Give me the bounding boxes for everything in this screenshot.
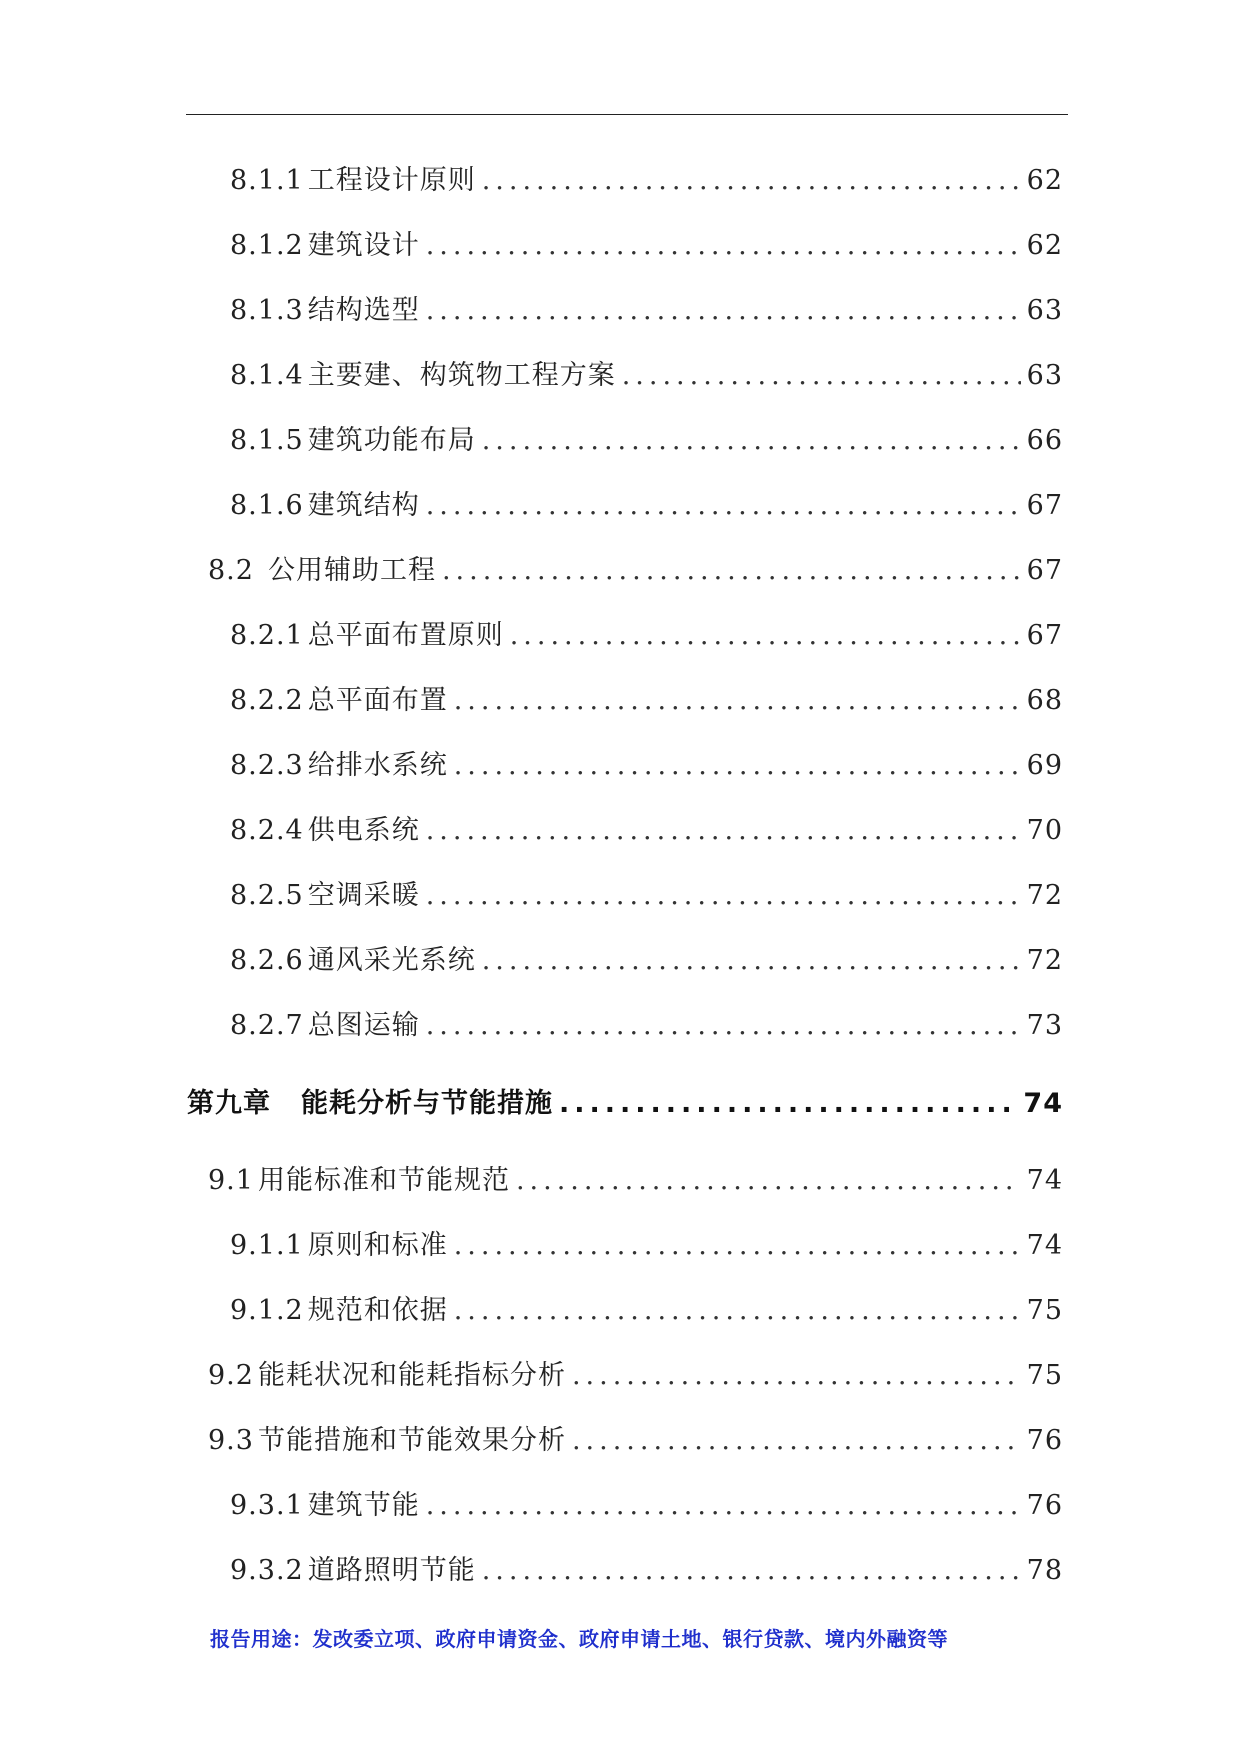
toc-entry-number: 9.1.2 [230, 1295, 304, 1326]
toc-entry-page: 70 [1026, 815, 1063, 846]
toc-entry-title: 建筑节能 [307, 1490, 420, 1521]
dot-leader [426, 229, 1021, 263]
dot-leader [426, 814, 1021, 848]
toc-entry-page: 73 [1026, 1010, 1063, 1041]
toc-entry-title: 建筑功能布局 [307, 425, 476, 456]
toc-entry-title: 空调采暖 [307, 880, 420, 911]
dot-leader [454, 1294, 1021, 1328]
toc-entry-title: 建筑设计 [307, 230, 420, 261]
toc-entry[interactable] [208, 1164, 1063, 1198]
toc-entry-number: 8.2 [208, 555, 254, 586]
dot-leader [426, 1489, 1021, 1523]
toc-chapter-number: 第九章 [187, 1088, 271, 1119]
toc-entry[interactable] [230, 424, 1063, 458]
toc-entry[interactable] [230, 294, 1063, 328]
toc-entry-number: 8.2.2 [230, 685, 304, 716]
toc-entry-page: 72 [1026, 945, 1063, 976]
toc-entry-title: 公用辅助工程 [267, 555, 436, 586]
toc-entry-page: 62 [1026, 165, 1063, 196]
toc-entry-number: 9.1 [208, 1165, 254, 1196]
toc-entry-number: 8.1.1 [230, 165, 304, 196]
toc-entry-page: 69 [1026, 750, 1063, 781]
toc-entry-title: 主要建、构筑物工程方案 [307, 360, 616, 391]
toc-entry-number: 8.1.2 [230, 230, 304, 261]
toc-entry-title: 供电系统 [307, 815, 420, 846]
toc-entry-number: 8.2.1 [230, 620, 304, 651]
toc-entry[interactable] [230, 164, 1063, 198]
dot-leader [482, 164, 1021, 198]
toc-entry-page: 63 [1026, 295, 1063, 326]
toc-entry-page: 67 [1026, 555, 1063, 586]
dot-leader [572, 1424, 1021, 1458]
toc-entry-page: 67 [1026, 490, 1063, 521]
toc-entry[interactable] [230, 1554, 1063, 1588]
toc-entry-number: 8.2.6 [230, 945, 304, 976]
dot-leader [516, 1164, 1021, 1198]
toc-entry-title: 结构选型 [307, 295, 420, 326]
toc-entry[interactable] [208, 554, 1063, 588]
toc-entry-title: 工程设计原则 [307, 165, 476, 196]
toc-entry-page: 74 [1026, 1165, 1063, 1196]
toc-entry-page: 74 [1026, 1230, 1063, 1261]
toc-entry-page: 76 [1026, 1425, 1063, 1456]
dot-leader [442, 554, 1021, 588]
dot-leader [482, 944, 1021, 978]
toc-entry-number: 9.2 [208, 1360, 254, 1391]
toc-entry-page: 75 [1026, 1360, 1063, 1391]
toc-entry-title: 道路照明节能 [307, 1555, 476, 1586]
dot-leader [426, 489, 1021, 523]
dot-leader [426, 294, 1021, 328]
toc-entry-page: 75 [1026, 1295, 1063, 1326]
dot-leader [454, 684, 1021, 718]
toc-entry[interactable] [230, 489, 1063, 523]
dot-leader [572, 1359, 1021, 1393]
toc-entry-title: 通风采光系统 [307, 945, 476, 976]
dot-leader [559, 1087, 1017, 1121]
toc-entry[interactable] [230, 1294, 1063, 1328]
toc-entry[interactable] [230, 359, 1063, 393]
toc-entry-number: 9.3.2 [230, 1555, 304, 1586]
toc-entry[interactable] [230, 944, 1063, 978]
toc-entry-title: 节能措施和节能效果分析 [257, 1425, 566, 1456]
toc-chapter-title: 能耗分析与节能措施 [301, 1088, 553, 1119]
toc-entry-page: 63 [1026, 360, 1063, 391]
toc-entry-page: 62 [1026, 230, 1063, 261]
toc-entry-page: 76 [1026, 1490, 1063, 1521]
toc-entry-number: 8.1.4 [230, 360, 304, 391]
toc-entry[interactable] [230, 684, 1063, 718]
toc-entry-page: 67 [1026, 620, 1063, 651]
toc-entry[interactable] [208, 1424, 1063, 1458]
toc-entry[interactable] [230, 619, 1063, 653]
toc-entry[interactable] [230, 229, 1063, 263]
toc-entry[interactable] [230, 879, 1063, 913]
dot-leader [510, 619, 1021, 653]
toc-entry-title: 总图运输 [307, 1010, 420, 1041]
toc-entry-title: 建筑结构 [307, 490, 420, 521]
toc-entry-number: 9.3.1 [230, 1490, 304, 1521]
header-rule [186, 114, 1068, 115]
toc-entry-page: 68 [1026, 685, 1063, 716]
toc-entry-page: 66 [1026, 425, 1063, 456]
toc-entry[interactable] [230, 1009, 1063, 1043]
toc-entry-page: 72 [1026, 880, 1063, 911]
toc-entry-page: 78 [1026, 1555, 1063, 1586]
dot-leader [482, 424, 1021, 458]
toc-entry-number: 9.1.1 [230, 1230, 304, 1261]
toc-entry-title: 给排水系统 [307, 750, 448, 781]
toc-entry-title: 总平面布置原则 [307, 620, 504, 651]
report-usage-note: 报告用途：发改委立项、政府申请资金、政府申请土地、银行贷款、境内外融资等 [210, 1627, 948, 1651]
toc-entry-title: 总平面布置 [307, 685, 448, 716]
toc-entry-number: 8.2.7 [230, 1010, 304, 1041]
toc-entry[interactable] [230, 749, 1063, 783]
toc-entry[interactable] [230, 1489, 1063, 1523]
toc-entry-number: 8.1.6 [230, 490, 304, 521]
toc-entry-number: 8.1.5 [230, 425, 304, 456]
toc-chapter-entry[interactable] [187, 1087, 1063, 1121]
toc-entry-number: 9.3 [208, 1425, 254, 1456]
dot-leader [426, 1009, 1021, 1043]
toc-entry-title: 能耗状况和能耗指标分析 [257, 1360, 566, 1391]
toc-entry[interactable] [230, 1229, 1063, 1263]
toc-entry-number: 8.2.3 [230, 750, 304, 781]
toc-entry[interactable] [230, 814, 1063, 848]
toc-chapter-page: 74 [1023, 1088, 1063, 1119]
toc-entry-number: 8.1.3 [230, 295, 304, 326]
toc-entry-title: 原则和标准 [307, 1230, 448, 1261]
dot-leader [454, 1229, 1021, 1263]
dot-leader [426, 879, 1021, 913]
toc-entry-title: 用能标准和节能规范 [257, 1165, 510, 1196]
toc-entry-number: 8.2.5 [230, 880, 304, 911]
dot-leader [482, 1554, 1021, 1588]
dot-leader [454, 749, 1021, 783]
toc-entry-title: 规范和依据 [307, 1295, 448, 1326]
toc-entry[interactable] [208, 1359, 1063, 1393]
dot-leader [622, 359, 1021, 393]
toc-entry-number: 8.2.4 [230, 815, 304, 846]
